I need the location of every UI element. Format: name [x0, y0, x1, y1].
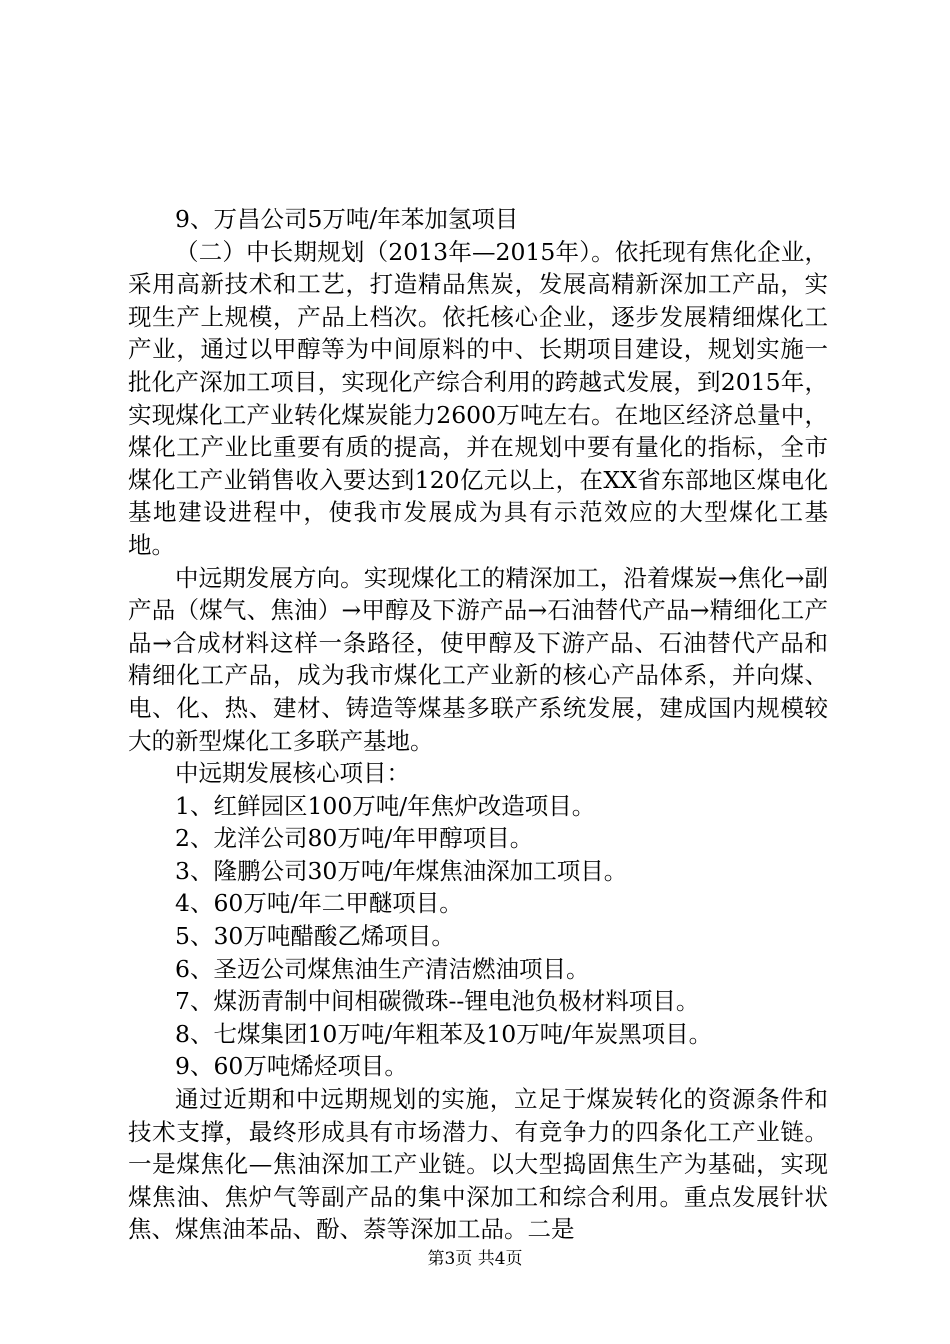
paragraph: 中远期发展核心项目： [175, 759, 410, 788]
page-footer: 第3页 共4页 [427, 1249, 523, 1269]
list-item: 6、圣迈公司煤焦油生产清洁燃油项目。 [175, 954, 590, 983]
list-item: 3、隆鹏公司30万吨/年煤焦油深加工项目。 [175, 856, 628, 885]
list-item: 2、龙洋公司80万吨/年甲醇项目。 [175, 824, 534, 853]
paragraph: （二）中长期规划（2013年—2015年）。依托现有焦化企业，采用高新技术和工艺，打造精品焦炭，发展高精新深加工产品，实现生产上规模，产品上档次。依托核心企业，逐步发展精细煤化工产业，通过以甲醇等为中间原料的中、长期项目建设，规划实施一批化产深加工项目，实现化产综合利用的跨越式发展，到2015年，实现煤化工产业转化煤炭能力2600万吨左右。在地区经济总量中，煤化工产业比重要有质的提高，并在规划中要有量化的指标，全市煤化工产业销售收入要达到120亿元以上，在XX省东部地区煤电化基地建设进程中，使我市发展成为具有示范效应的大型煤化工基地。 [128, 237, 828, 559]
paragraph: 通过近期和中远期规划的实施，立足于煤炭转化的资源条件和技术支撑，最终形成具有市场潜力、有竞争力的四条化工产业链。一是煤焦化—焦油深加工产业链。以大型捣固焦生产为基础，实现煤焦油、焦炉气等副产品的集中深加工和综合利用。重点发展针状焦、煤焦油苯品、酚、萘等深加工品。二是 [128, 1085, 828, 1244]
list-item: 5、30万吨醋酸乙烯项目。 [175, 922, 455, 951]
document-body [128, 203, 828, 1246]
list-item: 4、60万吨/年二甲醚项目。 [175, 889, 463, 918]
list-item: 7、煤沥青制中间相碳微珠--锂电池负极材料项目。 [175, 987, 700, 1016]
list-item: 9、60万吨烯烃项目。 [175, 1052, 408, 1081]
paragraph: 9、万昌公司5万吨/年苯加氢项目 [175, 205, 519, 233]
list-item: 1、红鲜园区100万吨/年焦炉改造项目。 [175, 791, 596, 820]
paragraph: 中远期发展方向。实现煤化工的精深加工，沿着煤炭→焦化→副产品（煤气、焦油）→甲醇及下游产品→石油替代产品→精细化工产品→合成材料这样一条路径，使甲醇及下游产品、石油替代产品和精细化工产品，成为我市煤化工产业新的核心产品体系，并向煤、电、化、热、建材、铸造等煤基多联产系统发展，建成国内规模较大的新型煤化工多联产基地。 [128, 563, 828, 755]
list-item: 8、七煤集团10万吨/年粗苯及10万吨/年炭黑项目。 [175, 1019, 713, 1048]
